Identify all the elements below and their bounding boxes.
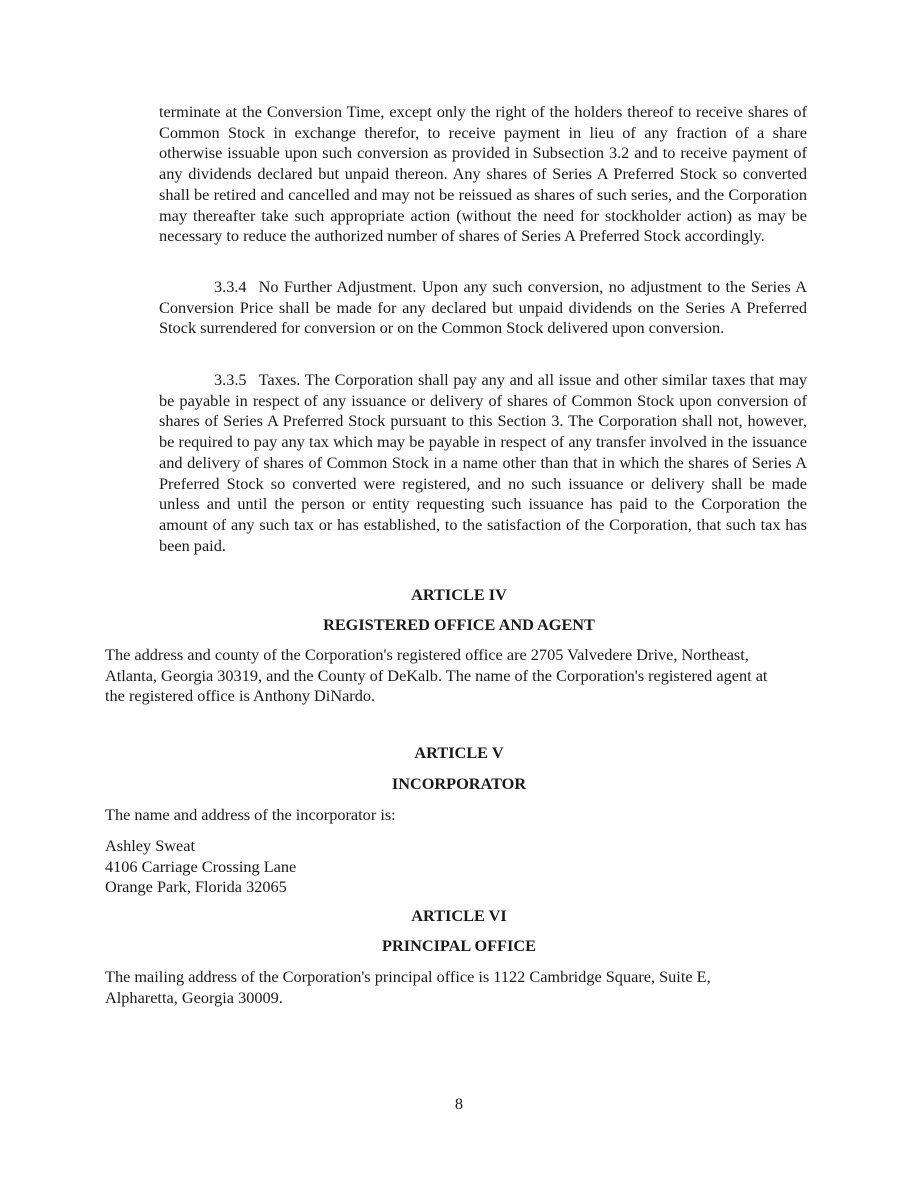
paragraph-3-3-4-number: 3.3.4 xyxy=(214,277,247,296)
paragraph-3-3-5-text: Taxes. The Corporation shall pay any and all issue and other similar taxes that may be payable in respect of any issuance or delivery of shares of Common Stock upon conversion of shares of Series A Preferred Stock pursuant to this Section 3. The Corporation shall not, however, be required to pay any tax which may be payable in respect of any transfer involved in the issuance and delivery of shares of Common Stock in a name other than that in which the shares of Series A Preferred Stock so converted were registered, and no such issuance or delivery shall be made unless and until the person or entity requesting such issuance has paid to the Corporation the amount of any such tax or has established, to the satisfaction of the Corporation, that such tax has been paid. xyxy=(159,370,807,555)
paragraph-3-3-3-continuation: terminate at the Conversion Time, except only the right of the holders thereof to receive shares of Common Stock in exchange therefor, to receive payment in lieu of any fraction of a share otherwise issuable upon such conversion as provided in Subsection 3.2 and to receive payment of any dividends declared but unpaid thereon. Any shares of Series A Preferred Stock so converted shall be retired and cancelled and may not be reissued as shares of such series, and the Corporation may thereafter take such appropriate action (without the need for stockholder action) as may be necessary to reduce the authorized number of shares of Series A Preferred Stock accordingly. xyxy=(159,102,807,246)
incorporator-street: 4106 Carriage Crossing Lane xyxy=(105,856,297,876)
article-4-body: The address and county of the Corporation's registered office are 2705 Valvedere Drive, Northeast, Atlanta, Georgia 30319, and the County of DeKalb. The name of the Corporation's registered agent at the registered office is Anthony DiNardo. xyxy=(105,645,768,706)
article-6-title: ARTICLE VI xyxy=(411,906,507,925)
paragraph-3-3-4-text: No Further Adjustment. Upon any such conversion, no adjustment to the Series A Conversion Price shall be made for any declared but unpaid dividends on the Series A Preferred Stock surrendered for conversion or on the Common Stock delivered upon conversion. xyxy=(159,277,807,338)
paragraph-3-3-5-number: 3.3.5 xyxy=(214,370,247,389)
paragraph-3-3-4 xyxy=(159,277,807,339)
article-6-subtitle: PRINCIPAL OFFICE xyxy=(382,936,536,955)
article-6-body: The mailing address of the Corporation's principal office is 1122 Cambridge Square, Suite E, Alpharetta, Georgia 30009. xyxy=(105,967,711,1007)
article-4-subtitle: REGISTERED OFFICE AND AGENT xyxy=(323,615,595,634)
page-number: 8 xyxy=(454,1094,464,1113)
article-4-title: ARTICLE IV xyxy=(411,585,507,604)
paragraph-3-3-5 xyxy=(159,370,807,556)
incorporator-name: Ashley Sweat xyxy=(105,836,195,855)
article-5-title: ARTICLE V xyxy=(414,743,504,762)
article-5-subtitle: INCORPORATOR xyxy=(391,774,527,793)
incorporator-address xyxy=(105,836,785,898)
incorporator-city: Orange Park, Florida 32065 xyxy=(105,877,287,897)
article-5-intro: The name and address of the incorporator is: xyxy=(105,805,396,824)
